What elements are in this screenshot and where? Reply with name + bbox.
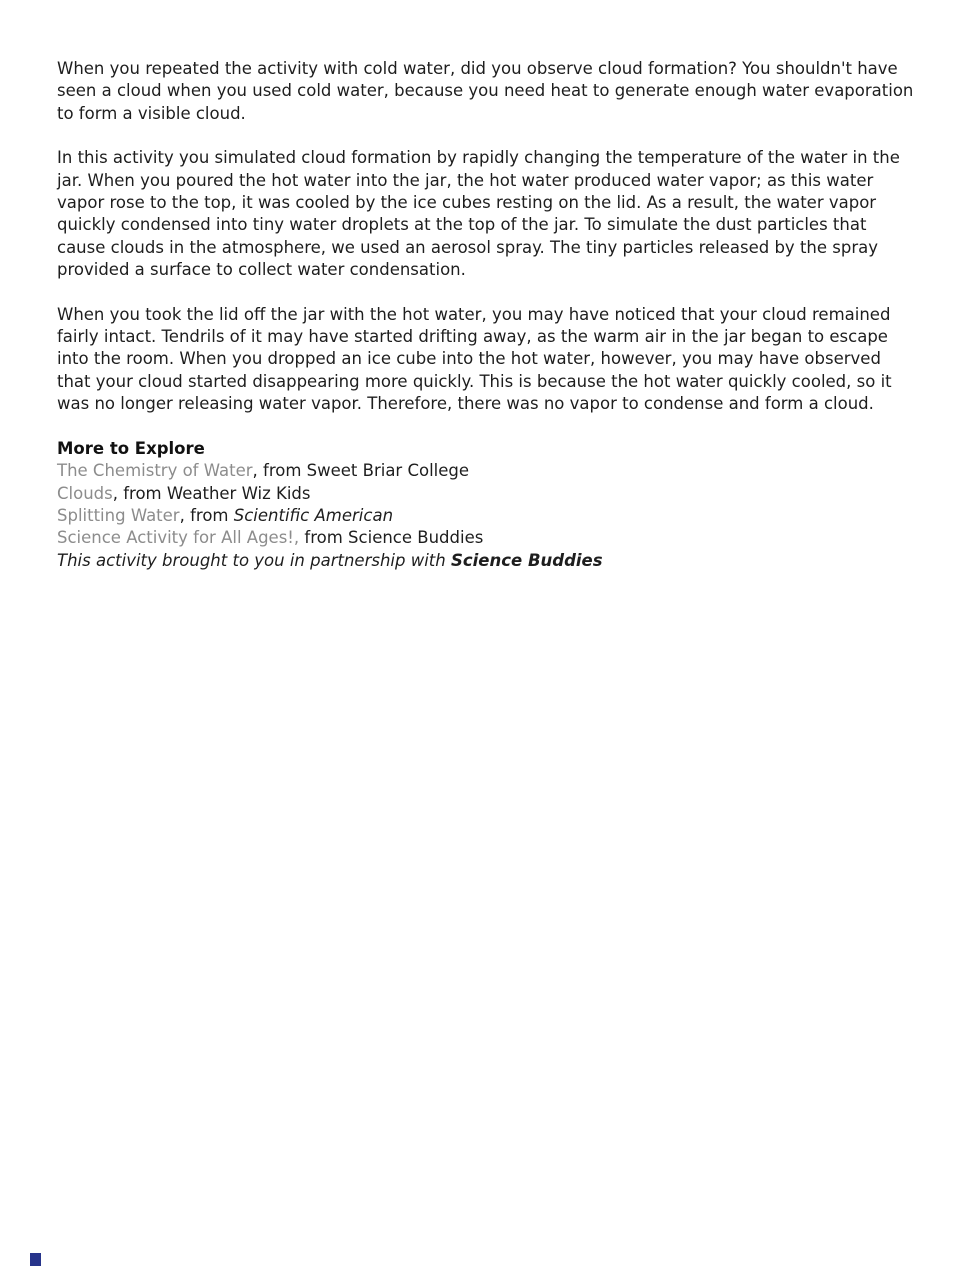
paragraph-cold-water: When you repeated the activity with cold water, did you observe cloud formation? You shouldn't have seen a cloud when you used cold water, because you need heat to generate enough water evaporation to form a visible cloud.: [57, 59, 914, 123]
explore-item-source-text: from Science Buddies: [299, 528, 484, 548]
explore-item-source-text: , from Sweet Briar College: [252, 461, 470, 481]
explore-item-chemistry-of-water: [57, 460, 919, 482]
clouds-link[interactable]: Clouds: [57, 483, 113, 503]
explore-item-source-text: , from Weather Wiz Kids: [112, 483, 311, 503]
partnership-credit: [57, 550, 919, 572]
explore-item-science-activity: [57, 527, 919, 549]
explore-item-source-text: , from: [179, 505, 234, 525]
explore-item-italic-text: Scientific American: [233, 505, 394, 525]
partnership-credit-text: This activity brought to you in partnership with: [57, 550, 451, 570]
splitting-water-link[interactable]: Splitting Water: [57, 505, 180, 525]
paragraph-lid-off: When you took the lid off the jar with the hot water, you may have noticed that your cloud remained fairly intact. Tendrils of it may have started drifting away, as the warm air in the jar began to escape into the room. When you dropped an ice cube into the hot water, however, you may have observed that your cloud started disappearing more quickly. This is because the hot water quickly cooled, so it was no longer releasing water vapor. Therefore, there was no vapor to condense and form a cloud.: [57, 304, 892, 414]
page-corner-marker: [30, 1253, 41, 1266]
more-to-explore-section: [57, 438, 919, 572]
science-buddies-brand: Science Buddies: [450, 550, 603, 570]
paragraph-activity-explanation: In this activity you simulated cloud formation by rapidly changing the temperature of the water in the jar. When you poured the hot water into the jar, the hot water produced water vapor; as this water vapor rose to the top, it was cooled by the ice cubes resting on the lid. As a result, the water vapor quickly condensed into tiny water droplets at the top of the jar. To simulate the dust particles that cause clouds in the atmosphere, we used an aerosol spray. The tiny particles released by the spray provided a surface to collect water condensation.: [57, 148, 900, 280]
explore-item-clouds: [57, 483, 919, 505]
explore-item-splitting-water: [57, 505, 919, 527]
chemistry-of-water-link[interactable]: The Chemistry of Water: [57, 461, 253, 481]
document-page: [57, 58, 919, 572]
more-to-explore-heading: More to Explore: [57, 438, 205, 458]
science-activity-link[interactable]: Science Activity for All Ages!,: [57, 528, 300, 548]
